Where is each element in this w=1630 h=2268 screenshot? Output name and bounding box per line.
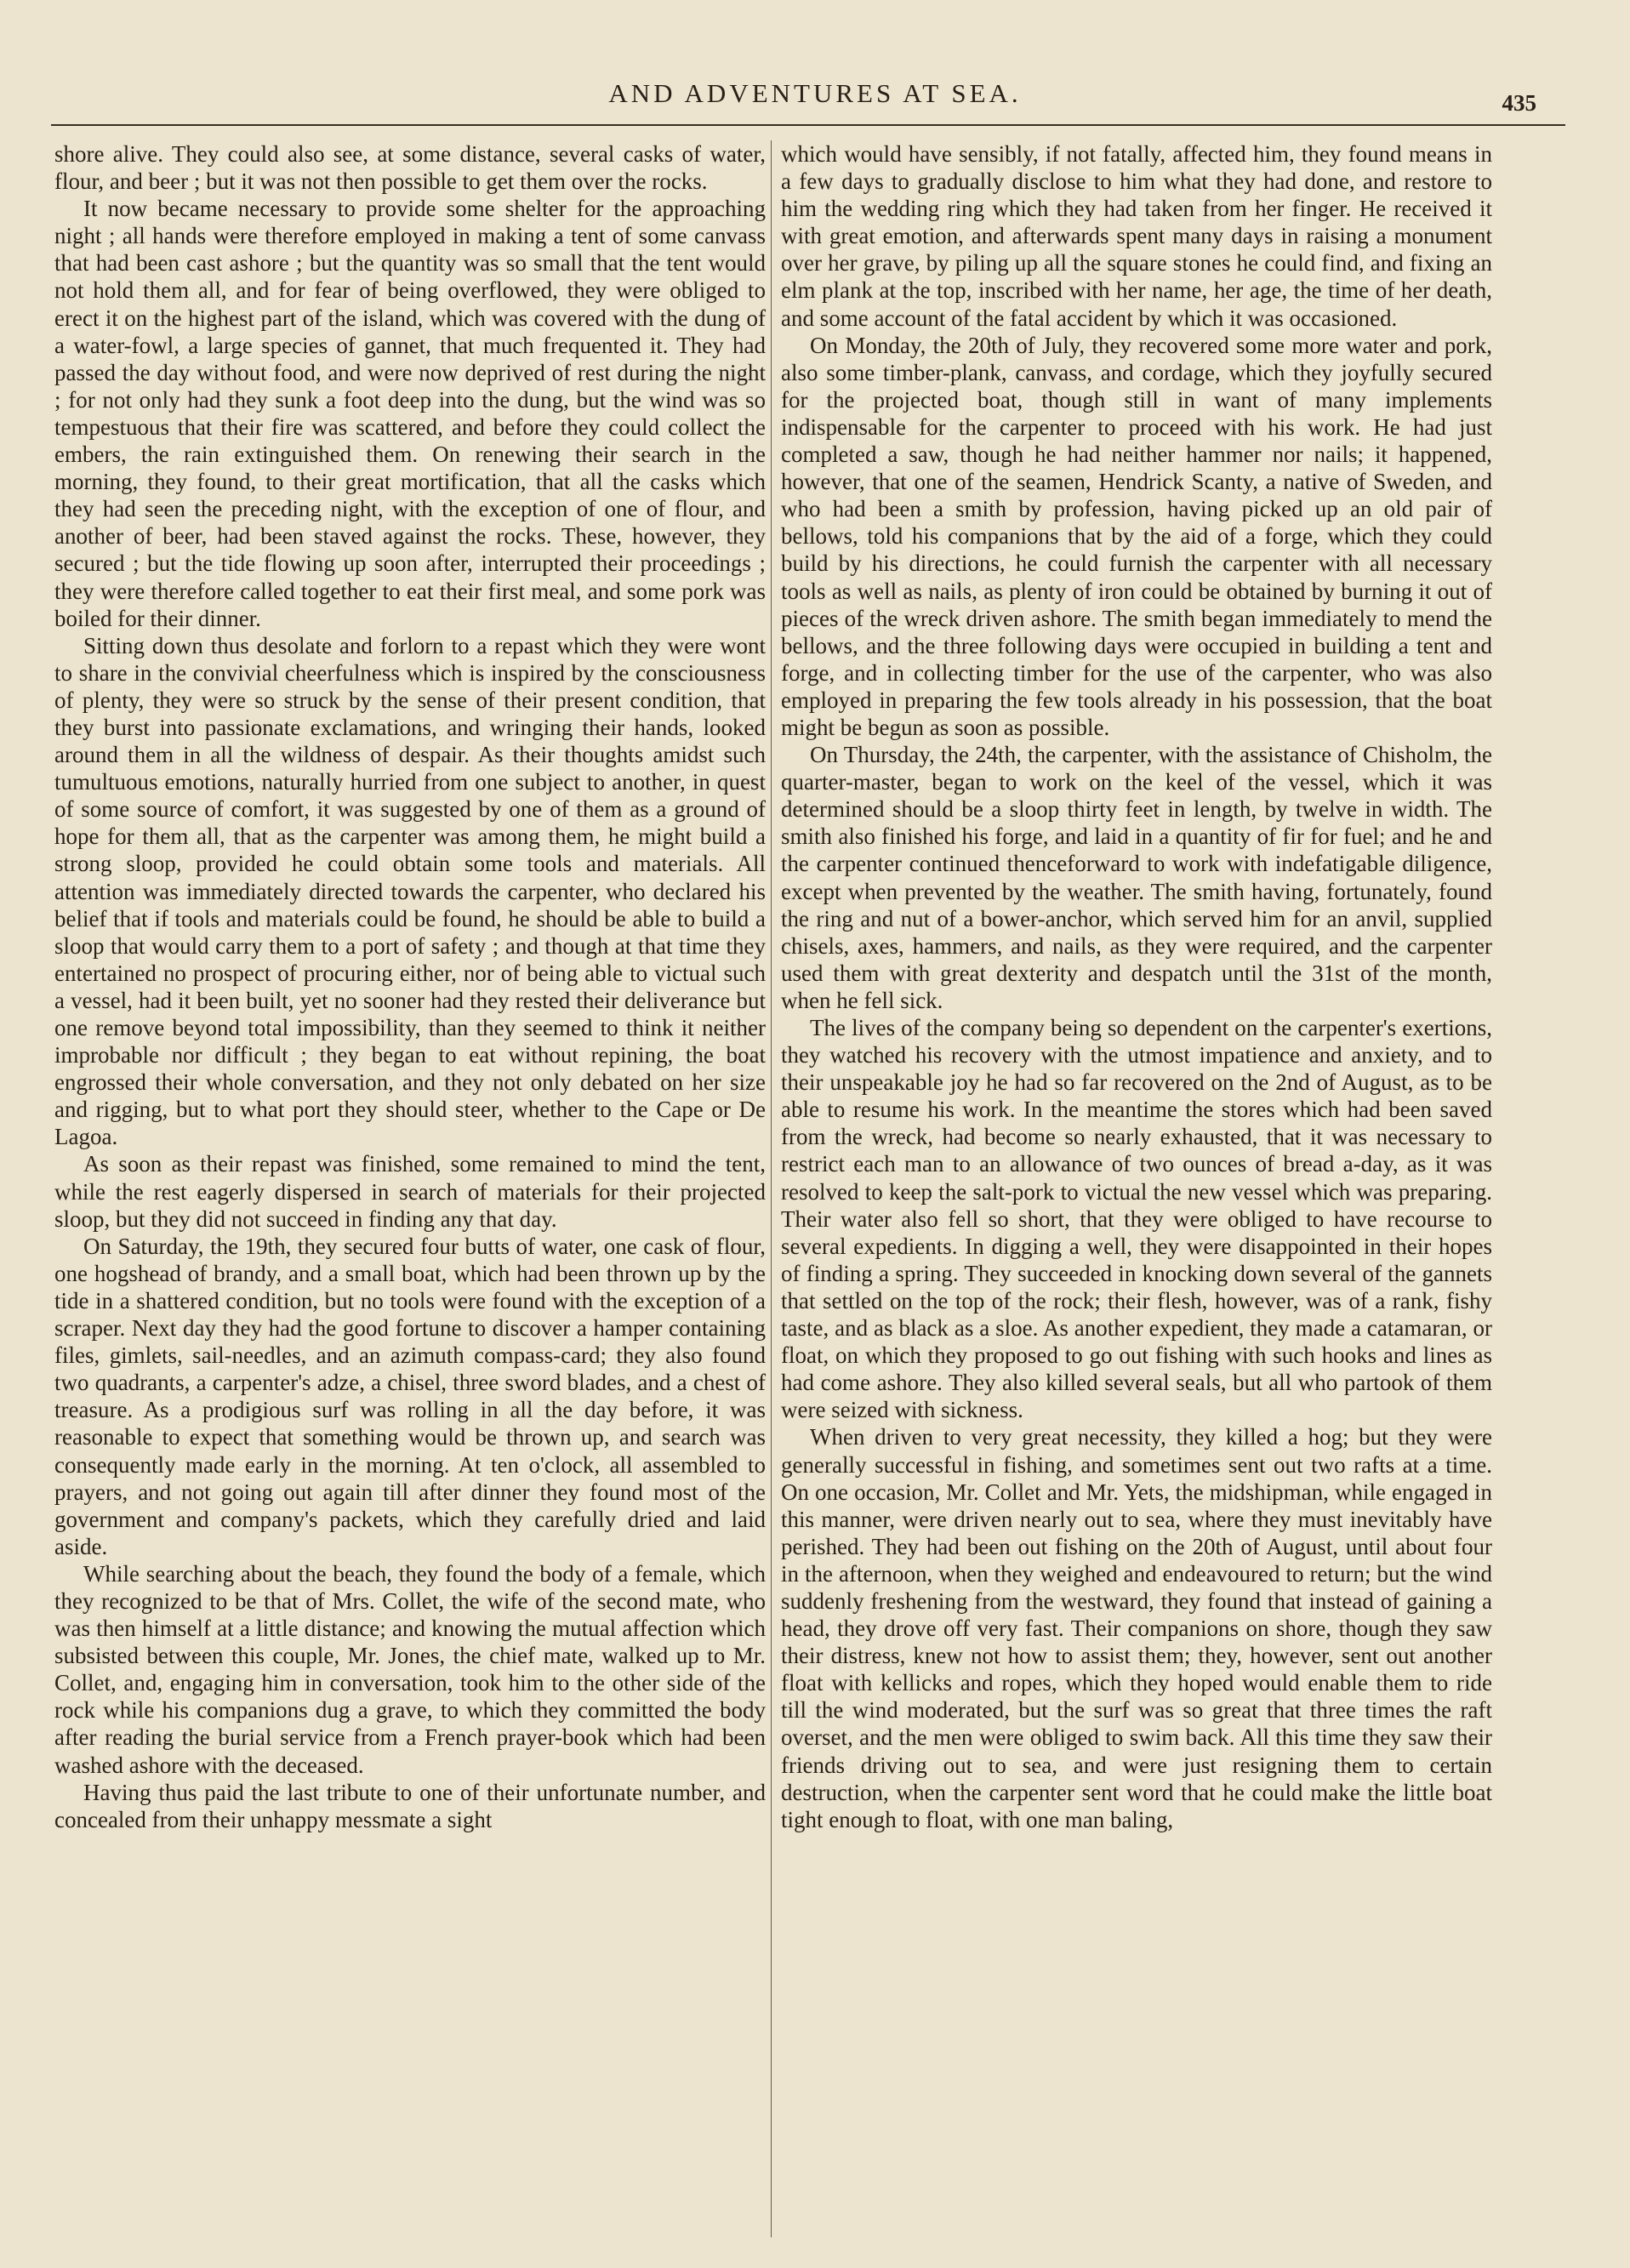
header-rule (51, 124, 1565, 126)
paragraph: It now became necessary to provide some shelter for the approaching night ; all hands were therefore employed in making a tent of some canvass that had been cast ashore ; but the quantity was so small that the tent would not hold them all, and for fear of being overflowed, they were obliged to erect it on the highest part of the island, which was covered with the dung of a water-fowl, a large species of gannet, that much frequented it. They had passed the day without food, and were now deprived of rest during the night ; for not only had they sunk a foot deep into the dung, but the wind was so tempestuous that their fire was scattered, and before they could collect the embers, the rain extinguished them. On renewing their search in the morning, they found, to their great mortification, that all the casks which they had seen the preceding night, with the exception of one of flour, and another of beer, had been staved against the rocks. These, however, they secured ; but the tide flowing up soon after, interrupted their proceedings ; they were therefore called together to eat their first meal, and some pork was boiled for their dinner. (54, 196, 766, 631)
paragraph: Sitting down thus desolate and forlorn to a repast which they were wont to share in the convivial cheerfulness which is inspired by the consciousness of plenty, they were so struck by the sense of their present condition, that they burst into passionate exclamations, and wringing their hands, looked around them in all the wildness of despair. As their thoughts amidst such tumultuous emotions, naturally hurried from one subject to another, in quest of some source of comfort, it was suggested by one of them as a ground of hope for them all, that as the carpenter was among them, he might build a strong sloop, provided he could obtain some tools and materials. All attention was immediately directed towards the carpenter, who declared his belief that if tools and materials could be found, he should be able to build a sloop that would carry them to a port of safety ; and though at that time they entertained no prospect of procuring either, nor of being able to victual such a vessel, had it been built, yet no sooner had they rested their deliverance but one remove beyond total impossibility, than they seemed to think it neither improbable nor difficult ; they began to eat without repining, the boat engrossed their whole conversation, and they not only debated on her size and rigging, but to what port they should steer, whether to the Cape or De Lagoa. (54, 632, 766, 1150)
paragraph: The lives of the company being so dependent on the carpenter's exertions, they watched his recovery with the utmost impatience and anxiety, and to their unspeakable joy he had so far recovered on the 2nd of August, as to be able to resume his work. In the meantime the stores which had been saved from the wreck, had become so nearly exhausted, that it was necessary to restrict each man to an allowance of two ounces of bread a-day, as it was resolved to keep the salt-pork to victual the new vessel which was preparing. Their water also fell so short, that they were obliged to have recourse to several expedients. In digging a well, they were disappointed in their hopes of finding a spring. They succeeded in knocking down several of the gannets that settled on the top of the rock; their flesh, however, was of a rank, fishy taste, and as black as a sloe. As another expedient, they made a catamaran, or float, on which they proposed to go out fishing with such hooks and lines as had come ashore. They also killed several seals, but all who partook of them were seized with sickness. (781, 1015, 1492, 1423)
paragraph: As soon as their repast was finished, some remained to mind the tent, while the rest eagerly dispersed in search of materials for their projected sloop, but they did not succeed in finding any that day. (54, 1151, 766, 1232)
paragraph: On Saturday, the 19th, they secured four butts of water, one cask of flour, one hogshead of brandy, and a small boat, which had been thrown up by the tide in a shattered condition, but no tools were found with the exception of a scraper. Next day they had the good fortune to discover a hamper containing files, gimlets, sail-needles, and an azimuth compass-card; they also found two quadrants, a carpenter's adze, a chisel, three sword blades, and a chest of treasure. As a prodigious surf was rolling in all the day before, it was reasonable to expect that something would be thrown up, and search was consequently made early in the morning. At ten o'clock, all assembled to prayers, and not going out again till after dinner they found most of the government and company's packets, which they carefully dried and laid aside. (54, 1233, 766, 1559)
running-title: AND ADVENTURES AT SEA. (608, 78, 1022, 108)
paragraph: While searching about the beach, they found the body of a female, which they recognized to be that of Mrs. Collet, the wife of the second mate, who was then himself at a little distance; and knowing the mutual affection which subsisted between this couple, Mr. Jones, the chief mate, walked up to Mr. Collet, and, engaging him in conversation, took him to the other side of the rock while his companions dug a grave, to which they committed the body after reading the burial service from a French prayer-book which had been washed ashore with the deceased. (54, 1560, 766, 1778)
paragraph: On Monday, the 20th of July, they recovered some more water and pork, also some timber-plank, canvass, and cordage, which they joyfully secured for the projected boat, though still in want of many implements indispensable for the carpenter to proceed with his work. He had just completed a saw, though he had neither hammer nor nails; it happened, however, that one of the seamen, Hendrick Scanty, a native of Sweden, and who had been a smith by profession, having picked up an old pair of bellows, told his companions that by the aid of a forge, which they could build by his directions, he could furnish the carpenter with all necessary tools as well as nails, as plenty of iron could be obtained by burning it out of pieces of the wreck driven ashore. The smith began immediately to mend the bellows, and the three following days were occupied in building a tent and forge, and in collecting timber for the use of the carpenter, who was also employed in preparing the few tools already in his possession, that the boat might be begun as soon as possible. (781, 332, 1492, 740)
paragraph: When driven to very great necessity, they killed a hog; but they were generally successful in fishing, and sometimes sent out two rafts at a time. On one occasion, Mr. Collet and Mr. Yets, the midshipman, while engaged in this manner, were driven nearly out to sea, where they must inevitably have perished. They had been out fishing on the 20th of August, until about four in the afternoon, when they weighed and endeavoured to return; but the wind suddenly freshening from the westward, they found that instead of gaining a head, they drove off very fast. Their companions on shore, though they saw their distress, knew not how to assist them; they, however, sent out another float with kellicks and ropes, which they hoped would enable them to ride till the wind moderated, but the surf was so great that three times the raft overset, and the men were obliged to swim back. All this time they saw their friends driving out to sea, and were just resigning them to certain destruction, when the carpenter sent word that he could make the little boat tight enough to float, with one man baling, (781, 1424, 1492, 1832)
column-divider (771, 140, 772, 2237)
paragraph: which would have sensibly, if not fatally, affected him, they found means in a few days to gradually disclose to him what they had done, and restore to him the wedding ring which they had taken from her finger. He received it with great emotion, and afterwards spent many days in raising a monument over her grave, by piling up all the square stones he could find, and fixing an elm plank at the top, inscribed with her name, her age, the time of her death, and some account of the fatal accident by which it was occasioned. (781, 141, 1492, 331)
left-column (54, 140, 766, 1833)
paragraph: shore alive. They could also see, at some distance, several casks of water, flour, and beer ; but it was not then possible to get them over the rocks. (54, 141, 766, 195)
paragraph: On Thursday, the 24th, the carpenter, with the assistance of Chisholm, the quarter-master, began to work on the keel of the vessel, which it was determined should be a sloop thirty feet in length, by twelve in width. The smith also finished his forge, and laid in a quantity of fir for fuel; and he and the carpenter continued thenceforward to work with indefatigable diligence, except when prevented by the weather. The smith having, fortunately, found the ring and nut of a bower-anchor, which served him for an anvil, supplied chisels, axes, hammers, and nails, as they were required, and the carpenter used them with great dexterity and despatch until the 31st of the month, when he fell sick. (781, 742, 1492, 1013)
paragraph: Having thus paid the last tribute to one of their unfortunate number, and concealed from their unhappy messmate a sight (54, 1779, 766, 1832)
right-column (781, 140, 1492, 1833)
page-number: 435 (1502, 90, 1536, 116)
